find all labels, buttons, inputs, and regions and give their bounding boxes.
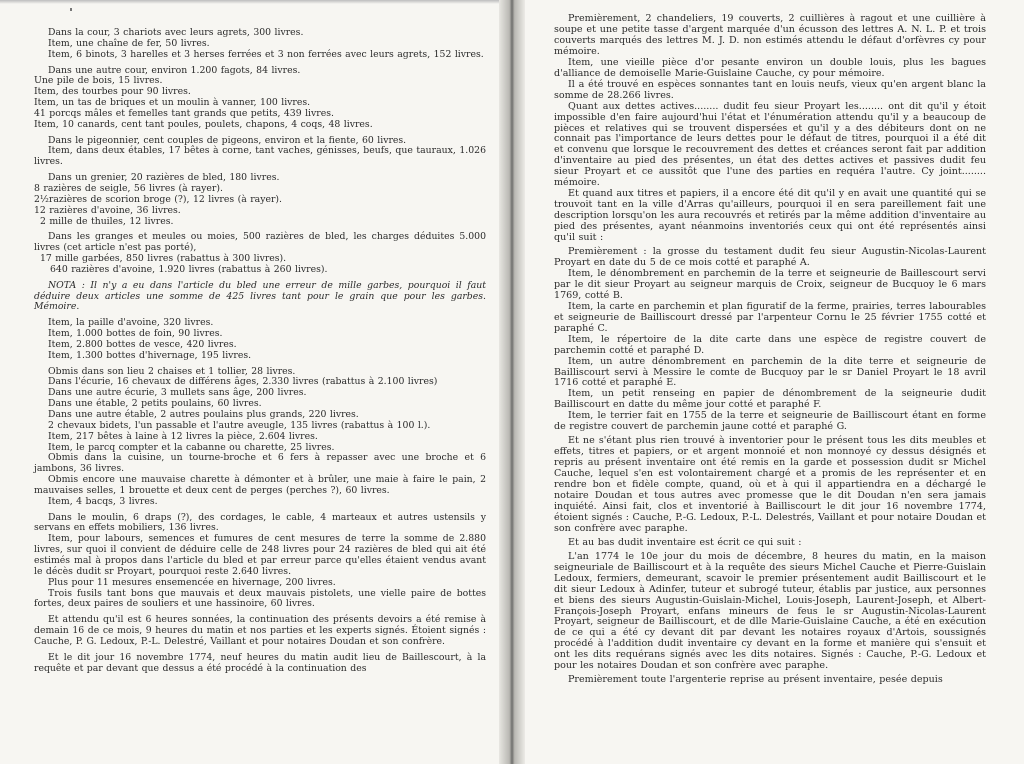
book-gutter — [499, 0, 525, 764]
paragraph: Item, pour labours, semences et fumures de cent mesures de terre la somme de 2.880 livres, sur quoi il convient de déduire celle de 248 livres pour 24 razières de bled qui ait été estimés mal à propos dans l'article du bled et par erreur parce qu'elles étaient vendus avant le décès dudit sr Proyart, pourquoi reste 2.640 livres. — [34, 533, 486, 577]
paragraph: Obmis encore une mauvaise charette à démonter et à brûler, une maie à faire le pain, 2 mauvaises selles, 1 brouette et deux cent de perges (perches ?), 60 livres. — [34, 474, 486, 496]
paragraph: 640 razières d'avoine, 1.920 livres (rabattus à 260 livres). — [50, 263, 328, 275]
paragraph: Item, dans deux étables, 17 bêtes à corne, tant vaches, génisses, beufs, que tauraux, 1.026 livres. — [34, 145, 486, 168]
paragraph: Dans le moulin, 6 draps (?), des cordages, le cable, 4 marteaux et autres ustensils y servans en effets mobiliers, 136 livres. — [34, 511, 486, 534]
paragraph: Item, un autre dénombrement en parchemin de la dite terre et seigneurie de Bailliscourt servi à Messire le comte de Bucquoy par le sr Daniel Proyart le 18 avril 1716 cotté et paraphé E. — [554, 355, 986, 389]
paragraph: 2 chevaux bidets, l'un passable et l'autre aveugle, 135 livres (rabattus à 100 l.). — [48, 419, 431, 431]
paragraph: Et ne s'étant plus rien trouvé à inventorier pour le présent tous les dits meubles et effets, titres et papiers, or et argent monnoié et non monnoyé cy dessus désignés et repris au présent inventaire ont été remis en la garde et possession dudit sr Michel Cauche, lequel s'en est volontairement chargé et a promis de les représenter et en rendre bon et fidèle compte, quand, où et à qui il appartiendra en a déchargé le notaire Doudan et tous autres avec promesse que le dit Doudan n'en sera jamais inquiété. Ainsi fait, clos et inventorié à Bailliscourt le dit jour 16 novembre 1774, étoient signés : Cauche, P.-G. Ledoux, P.-L. Delestrés, Vaillant et pour notaire Doudan et son confrère avec paraphe. — [554, 435, 986, 534]
paragraph: Une pile de bois, 15 livres. — [34, 75, 163, 87]
paragraph: Item, le répertoire de la dite carte dans une espèce de registre couvert de parchemin cotté et paraphé D. — [554, 333, 986, 356]
paragraph: Item, la carte en parchemin et plan figuratif de la ferme, prairies, terres labourables et seigneurie de Bailliscourt dressé par l'arpenteur Cornu le 25 février 1755 cotté et paraphé C. — [554, 300, 986, 334]
paragraph: Dans une autre étable, 2 autres poulains plus grands, 220 livres. — [48, 409, 359, 420]
paragraph: Premièrement, 2 chandeliers, 19 couverts, 2 cuillières à ragout et une cuillière à soupe et une petite tasse d'argent marquée d'un écusson des lettres A. N. L. P. et trois couverts marqués des lettres M. J. D. non estimés attendu le défaut d'orfèvres cy pour mémoire. — [554, 13, 986, 57]
paragraph: Et attendu qu'il est 6 heures sonnées, la continuation des présents devoirs a été remise à demain 16 de ce mois, 9 heures du matin et nos parties et les experts signés. Étoient signés : Cauche, P. G. Ledoux, P.-L. Delestré, Vaillant et pour notaires Doudan et son confrère. — [34, 614, 486, 647]
paragraph: Et au bas dudit inventaire est écrit ce qui suit : — [568, 536, 802, 548]
paragraph: Item, 6 binots, 3 harelles et 3 herses ferrées et 3 non ferrées avec leurs agrets, 152 livres. — [48, 48, 484, 60]
paragraph: Trois fusils tant bons que mauvais et deux mauvais pistolets, une vielle paire de bottes fortes, deux paires de souliers et une hassinoire, 60 livres. — [34, 587, 486, 610]
paragraph: Item, 2.800 bottes de vesce, 420 livres. — [48, 338, 237, 350]
paragraph: Item, un tas de briques et un moulin à vanner, 100 livres. — [34, 97, 311, 109]
paragraph: Premièrement : la grosse du testament dudit feu sieur Augustin-Nicolas-Laurent Proyart en date du 5 de ce mois cotté et paraphé A. — [554, 246, 986, 268]
paragraph: Dans l'écurie, 16 chevaux de différens âges, 2.330 livres (rabattus à 2.100 livres) — [48, 376, 438, 388]
right-page — [512, 0, 1024, 764]
paragraph: Item, le terrier fait en 1755 de la terre et seigneurie de Bailliscourt étant en forme de registre couvert de parchemin jaune cotté et paraphé G. — [554, 410, 986, 433]
paragraph: Dans une étable, 2 petits poulains, 60 livres. — [48, 398, 262, 410]
paragraph: Il a été trouvé en espèces sonnantes tant en louis neufs, vieux qu'en argent blanc la somme de 28.266 livres. — [554, 78, 986, 101]
paragraph: Item, le parcq compter et la cabanne ou charette, 25 livres. — [48, 441, 335, 453]
scan-edge — [0, 0, 512, 4]
paragraph: Dans le pigeonnier, cent couples de pigeons, environ et la fiente, 60 livres. — [48, 134, 407, 146]
paragraph: Item, le dénombrement en parchemin de la terre et seigneurie de Baillescourt servi par le dit sieur Proyart au seigneur marquis de Croix, seigneur de Bucquoy le 6 mars 1769, cotté B. — [554, 267, 986, 301]
paragraph: Item, 1.000 bottes de foin, 90 livres. — [48, 328, 223, 340]
paragraph: Et le dit jour 16 novembre 1774, neuf heures du matin audit lieu de Baillescourt, à la requête et par devant que dessus a été procédé à la continuation des — [34, 651, 486, 674]
paragraph: Item, 1.300 bottes d'hivernage, 195 livres. — [48, 349, 252, 361]
paragraph: 2½razières de scorion broge (?), 12 livres (à rayer). — [34, 193, 282, 205]
paragraph: Item, 4 bacqs, 3 livres. — [48, 495, 158, 507]
paragraph: Dans une autre écurie, 3 mullets sans âge, 200 livres. — [48, 387, 307, 399]
paragraph: Item, une vieille pièce d'or pesante environ un double louis, plus les bagues d'alliance de demoiselle Marie-Guislaine Cauche, cy pour mémoire. — [554, 56, 986, 79]
paragraph: Et quand aux titres et papiers, il a encore été dit qu'il y en avait une quantité qui se trouvoit tant en la ville d'Arras qu'ailleurs, pourquoi il en sera pareillement fait une description lorsqu'on les aura recouvrés et retirés par la même addition d'inventaire au pied des présentes, ayant néanmoins inventoriés ceux qui ont été représentés ainsi qu'il suit : — [554, 188, 986, 244]
paragraph: Quant aux dettes actives........ dudit feu sieur Proyart les........ ont dit qu'il y étoit impossible d'en faire aujourd'hui l'état et l'énumération attendu qu'il y a beaucoup de pièces et relatives qui se trouvent dispersées et qu'il y a des débiteurs dont on ne connait pas l'importance de leurs dettes pour le défaut de titres, pourquoi il a été dit et convenu que lorsque le recouvrement des dettes et créances seront fait par addition d'inventaire au pied des présentes, un état des dettes actives et passives dudit feu sieur Proyart et ce aussitôt que l'une des parties en requéra l'autre. Cy joint........ mémoire. — [554, 100, 986, 189]
paragraph: 17 mille garbées, 850 livres (rabattus à 300 livres). — [40, 253, 287, 265]
paragraph: Item, une chaîne de fer, 50 livres. — [48, 37, 210, 49]
paragraph: Dans la cour, 3 chariots avec leurs agrets, 300 livres. — [48, 27, 304, 38]
paragraph: 8 razières de seigle, 56 livres (à rayer). — [34, 182, 223, 194]
scan-speck — [70, 8, 72, 11]
paragraph: Item, 217 bêtes à laine à 12 livres la pièce, 2.604 livres. — [48, 430, 318, 442]
paragraph: Plus pour 11 mesures ensemencée en hivernage, 200 livres. — [48, 576, 336, 588]
paragraph: Dans une autre cour, environ 1.200 fagots, 84 livres. — [48, 64, 301, 76]
paragraph: Dans les granges et meules ou moies, 500 razières de bled, les charges déduites 5.000 livres (cet article n'est pas porté), — [34, 231, 486, 254]
nota-paragraph: NOTA : Il n'y a eu dans l'article du bled une erreur de mille garbes, pourquoi il faut déduire deux articles une somme de 425 livres tant pour le grain que pour les garbes. Mémoire. — [34, 279, 486, 313]
paragraph: 2 mille de thuiles, 12 livres. — [40, 215, 174, 227]
paragraph: Item, des tourbes pour 90 livres. — [34, 86, 191, 98]
paragraph: Obmis dans son lieu 2 chaises et 1 tollier, 28 livres. — [48, 365, 296, 377]
paragraph: Item, 10 canards, cent tant poules, poulets, chapons, 4 coqs, 48 livres. — [34, 118, 373, 130]
paragraph: Item, la paille d'avoine, 320 livres. — [48, 317, 214, 329]
paragraph: 12 razières d'avoine, 36 livres. — [34, 204, 181, 216]
paragraph: Premièrement toute l'argenterie reprise au présent inventaire, pesée depuis — [568, 674, 943, 686]
paragraph: Dans un grenier, 20 razières de bled, 180 livres. — [48, 172, 280, 184]
paragraph: L'an 1774 le 10e jour du mois de décembre, 8 heures du matin, en la maison seigneuriale de Bailliscourt et à la requête des sieurs Michel Cauche et Pierre-Guislain Ledoux, fermiers, demeurant, scavoir le premier présentement audit Bailliscourt et le dit sieur Ledoux à Adinfer, tuteur et subrogé tuteur, établis par justice, aux personnes et biens des sieurs Augustin-Guislain-Michel, Louis-Joseph, Laurent-Joseph, et Albert-François-Joseph Proyart, enfans mineurs de feus le sr Augustin-Nicolas-Laurent Proyart, seigneur de Bailliscourt, et de dlle Marie-Guislaine Cauche, a été en exécution de ce qui a été cy devant dit par devant les notaires royaux d'Artois, soussignés procédé à l'addition dudit inventaire cy devant en la forme et manière qui s'ensuit et ont les dits requérans signés avec les dits notaires. Signés : Cauche, P.-G. Ledoux et pour les notaires Doudan et son confrère avec paraphe. — [554, 550, 986, 672]
paragraph: Item, un petit renseing en papier de dénombrement de la seigneurie dudit Bailliscourt en datte du même jour cotté et paraphé F. — [554, 388, 986, 411]
paragraph: 41 porcqs mâles et femelles tant grands que petits, 439 livres. — [34, 107, 334, 119]
paragraph: Obmis dans la cuisine, un tourne-broche et 6 fers à repasser avec une broche et 6 jambons, 36 livres. — [34, 452, 486, 475]
